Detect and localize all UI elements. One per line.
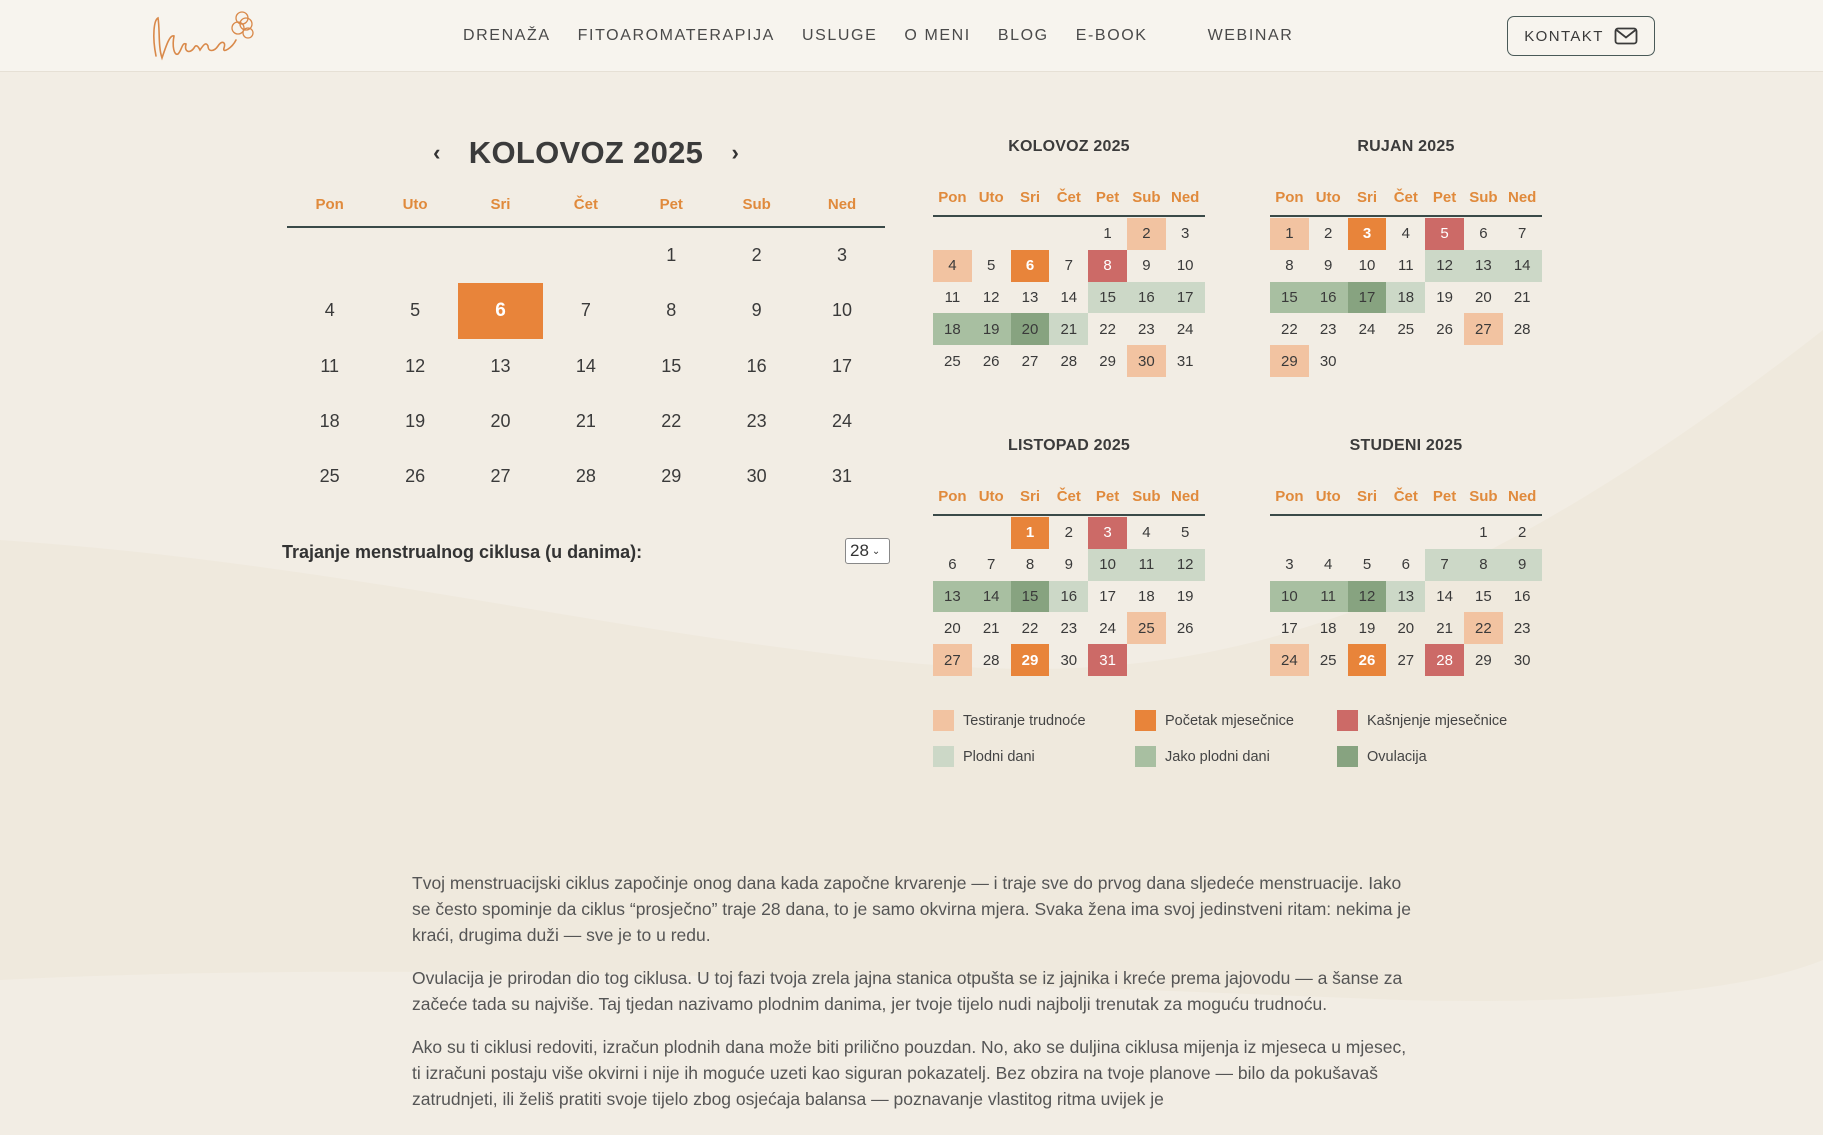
- day-late: 31: [1088, 644, 1127, 676]
- calendar-day: 11: [944, 288, 961, 306]
- empty-cell: [933, 218, 972, 250]
- day-fert: 14: [1503, 250, 1542, 282]
- day-fert: 17: [1166, 282, 1205, 314]
- calendar-day: 1: [1479, 524, 1488, 542]
- weekday-label: Čet: [573, 196, 598, 213]
- calendar-day[interactable]: 22: [661, 411, 682, 432]
- nav-e-book[interactable]: E-BOOK: [1075, 27, 1148, 44]
- day-late: 8: [1088, 250, 1127, 282]
- calendar-day[interactable]: 5: [410, 300, 421, 321]
- calendar-day: 28: [1060, 352, 1078, 370]
- cycle-length-label: Trajanje menstrualnog ciklusa (u danima):: [282, 541, 643, 562]
- nav-blog[interactable]: BLOG: [997, 27, 1049, 44]
- main-calendar-title: KOLOVOZ 2025: [468, 135, 704, 170]
- calendar-day[interactable]: 7: [580, 300, 591, 321]
- calendar-day: 29: [1099, 352, 1116, 370]
- calendar-day: 6: [948, 556, 957, 574]
- calendar-day: 7: [1064, 257, 1073, 275]
- day-high: 18: [933, 313, 972, 345]
- calendar-day[interactable]: 25: [319, 466, 340, 487]
- day-fert: 13: [1386, 581, 1425, 613]
- weekday-label: Pet: [1095, 189, 1120, 206]
- calendar-day: 30: [1060, 651, 1078, 669]
- weekday-label: Pet: [1095, 488, 1120, 505]
- calendar-day[interactable]: 30: [746, 466, 767, 487]
- empty-cell: [1011, 218, 1050, 250]
- legend-swatch: [1135, 746, 1156, 767]
- calendar-day: 4: [1324, 556, 1333, 574]
- empty-cell: [1425, 517, 1464, 549]
- day-test: 24: [1270, 644, 1309, 676]
- day-fert: 13: [1464, 250, 1503, 282]
- calendar-day: 4: [1142, 524, 1151, 542]
- weekday-label: Ned: [827, 196, 857, 213]
- day-ovul: 15: [1011, 581, 1050, 613]
- calendar-day: 9: [1324, 257, 1333, 275]
- weekday-label: Uto: [1315, 488, 1341, 505]
- weekday-label: Sri: [1019, 488, 1040, 505]
- calendar-day: 5: [1362, 556, 1372, 574]
- calendar-day: 22: [1021, 619, 1039, 637]
- calendar-day: 11: [1398, 257, 1414, 275]
- contact-button-label: KONTAKT: [1524, 27, 1604, 45]
- calendar-day: 7: [1518, 225, 1527, 243]
- day-test: 1: [1270, 218, 1309, 250]
- calendar-day: 20: [1397, 619, 1415, 637]
- legend-swatch: [1135, 710, 1156, 731]
- calendar-day: 5: [1181, 524, 1190, 542]
- calendar-day: 6: [1479, 225, 1488, 243]
- calendar-day: 19: [1358, 619, 1376, 637]
- legend-label: Početak mjesečnice: [1165, 712, 1294, 729]
- day-high: 13: [933, 581, 972, 613]
- day-test: 27: [933, 644, 972, 676]
- calendar-day: 21: [1436, 619, 1453, 637]
- legend-item-late: [1337, 710, 1537, 731]
- calendar-day: 26: [1436, 320, 1453, 338]
- weekday-label: Uto: [978, 189, 1004, 206]
- weekday-label: Sri: [490, 196, 511, 213]
- day-late: 3: [1088, 517, 1127, 549]
- weekday-label: Sub: [1132, 189, 1161, 206]
- calendar-day: 20: [944, 619, 961, 637]
- calendar-day: 24: [1176, 320, 1194, 338]
- mini-calendar-rujan: [1270, 138, 1542, 377]
- mini-calendar-listopad: [933, 437, 1205, 676]
- legend-label: Testiranje trudnoće: [963, 712, 1086, 729]
- day-test: 2: [1127, 218, 1166, 250]
- calendar-day: 25: [1319, 651, 1337, 669]
- calendar-day: 2: [1518, 524, 1527, 542]
- prev-month-icon[interactable]: ‹: [433, 140, 441, 165]
- mini-weekday-row: [1270, 189, 1542, 217]
- calendar-day: 5: [987, 257, 996, 275]
- calendar-day: 26: [1176, 619, 1194, 637]
- cycle-length-select[interactable]: [845, 538, 890, 564]
- calendar-day: 3: [1181, 225, 1190, 243]
- weekday-label: Čet: [1056, 189, 1081, 206]
- day-fert: 18: [1386, 282, 1425, 314]
- weekday-label: Ned: [1171, 189, 1200, 206]
- day-fert: 11: [1127, 549, 1166, 581]
- day-fert: 15: [1088, 282, 1127, 314]
- day-late: 28: [1425, 644, 1464, 676]
- day-fert: 21: [1049, 313, 1088, 345]
- calendar-day: 23: [1060, 619, 1078, 637]
- calendar-day: 22: [1281, 320, 1298, 338]
- calendar-day: 9: [1142, 257, 1151, 275]
- chevron-down-icon: ⌄: [871, 545, 881, 557]
- weekday-label: Sub: [1132, 488, 1161, 505]
- calendar-day: 16: [1513, 587, 1531, 605]
- calendar-day[interactable]: 21: [575, 411, 596, 432]
- calendar-day: 14: [1060, 288, 1078, 306]
- day-high: 16: [1309, 282, 1348, 314]
- logo[interactable]: [148, 6, 254, 66]
- day-test: 27: [1464, 313, 1503, 345]
- empty-cell: [972, 218, 1011, 250]
- mail-icon: [1614, 27, 1638, 45]
- calendar-day[interactable]: 12: [405, 355, 426, 376]
- calendar-day: 21: [1513, 288, 1531, 306]
- day-start: 3: [1348, 218, 1387, 250]
- main-calendar-header: [287, 130, 885, 176]
- calendar-day: 30: [1319, 352, 1337, 370]
- legend-label: Jako plodni dani: [1165, 748, 1270, 765]
- calendar-day: 9: [1064, 556, 1073, 574]
- day-high: 11: [1309, 581, 1348, 613]
- article-paragraph: Ako su ti ciklusi redoviti, izračun plodnih dana može biti prilično pouzdan. No, ako se duljina ciklusa mijenja iz mjeseca u mjesec, ti izračuni postaju više okvirni i nije ih moguće uzeti kao siguran pokazatelj. Bez obzira na tvoje planove — bilo da pokušavaš zatrudnjeti, ili želiš pratiti svoje tijelo zbog osjećaja balansa — poznavanje vlastitog ritma uvijek je: [412, 1037, 1407, 1109]
- day-fert: 8: [1464, 549, 1503, 581]
- weekday-label: Sub: [742, 196, 771, 213]
- article-paragraph: Ovulacija je prirodan dio tog ciklusa. U toj fazi tvoja zrela jajna stanica otpušta se iz jajnika i kreće prema jajovodu — a šanse za začeće tada su najviše. Taj tjedan nazivamo plodnim danima, jer tvoje tijelo nudi najbolji trenutak za moguću trudnoću.: [412, 968, 1403, 1014]
- weekday-label: Sri: [1019, 189, 1040, 206]
- legend-item-test: [933, 710, 1135, 731]
- weekday-label: Ned: [1508, 488, 1537, 505]
- nav-drenaza[interactable]: DRENAŽA: [463, 27, 551, 44]
- calendar-day: 15: [1475, 587, 1492, 605]
- calendar-day: 13: [1021, 288, 1039, 306]
- day-ovul: 12: [1348, 581, 1387, 613]
- calendar-day: 18: [1319, 619, 1337, 637]
- article-text: [412, 870, 1412, 1129]
- calendar-day[interactable]: 9: [751, 300, 762, 321]
- calendar-day[interactable]: 26: [405, 466, 426, 487]
- calendar-day[interactable]: 1: [666, 245, 677, 266]
- calendar-day: 20: [1475, 288, 1492, 306]
- calendar-legend: [933, 710, 1553, 767]
- legend-swatch: [1337, 746, 1358, 767]
- calendar-day: 23: [1138, 320, 1155, 338]
- calendar-day[interactable]: 3: [837, 245, 848, 266]
- weekday-label: Čet: [1056, 488, 1081, 505]
- contact-button[interactable]: [1507, 16, 1655, 56]
- mini-calendar-grid: [933, 517, 1205, 676]
- day-fert: 10: [1088, 549, 1127, 581]
- empty-cell: [1270, 517, 1309, 549]
- mini-calendar-grid: [933, 218, 1205, 377]
- calendar-day[interactable]: 10: [832, 300, 853, 321]
- calendar-day: 6: [1401, 556, 1410, 574]
- weekday-label: Sri: [1356, 488, 1377, 505]
- day-start: 6: [1011, 250, 1050, 282]
- empty-cell: [1348, 517, 1387, 549]
- calendar-day[interactable]: 4: [324, 300, 335, 321]
- selected-day[interactable]: 6: [458, 283, 543, 338]
- empty-cell: [458, 228, 543, 283]
- main-nav: [463, 0, 1320, 72]
- empty-cell: [372, 228, 457, 283]
- legend-item-high: [1135, 746, 1337, 767]
- calendar-day[interactable]: 15: [661, 355, 682, 376]
- calendar-day[interactable]: 17: [832, 355, 853, 376]
- day-test: 4: [933, 250, 972, 282]
- weekday-label: Uto: [1315, 189, 1341, 206]
- weekday-label: Pon: [938, 488, 967, 505]
- mini-calendar-title: RUJAN 2025: [1357, 138, 1455, 155]
- legend-item-ovul: [1337, 746, 1537, 767]
- calendar-day: 17: [1281, 619, 1298, 637]
- weekday-label: Pet: [1432, 488, 1457, 505]
- legend-swatch: [933, 710, 954, 731]
- calendar-day[interactable]: 2: [751, 245, 762, 266]
- empty-cell: [972, 517, 1011, 549]
- weekday-label: Sub: [1469, 189, 1498, 206]
- calendar-day: 19: [1176, 587, 1194, 605]
- empty-cell: [543, 228, 628, 283]
- day-test: 22: [1464, 612, 1503, 644]
- calendar-day: 29: [1475, 651, 1492, 669]
- calendar-day[interactable]: 28: [575, 466, 596, 487]
- day-fert: 12: [1166, 549, 1205, 581]
- calendar-day: 28: [1513, 320, 1531, 338]
- legend-label: Kašnjenje mjesečnice: [1367, 712, 1508, 729]
- mini-weekday-row: [933, 488, 1205, 516]
- legend-item-fert: [933, 746, 1135, 767]
- weekday-label: Ned: [1171, 488, 1200, 505]
- nav-o-meni[interactable]: O MENI: [904, 27, 971, 44]
- empty-cell: [1049, 218, 1088, 250]
- day-high: 15: [1270, 282, 1309, 314]
- day-high: 10: [1270, 581, 1309, 613]
- main-calendar: [287, 130, 885, 504]
- calendar-day: 25: [1397, 320, 1415, 338]
- weekday-label: Ned: [1508, 189, 1537, 206]
- day-fert: 16: [1049, 581, 1088, 613]
- next-month-icon[interactable]: ›: [731, 140, 739, 165]
- calendar-day: 27: [1397, 651, 1415, 669]
- calendar-day[interactable]: 31: [832, 466, 853, 487]
- day-ovul: 20: [1011, 313, 1050, 345]
- calendar-day[interactable]: 29: [661, 466, 682, 487]
- day-start: 29: [1011, 644, 1050, 676]
- calendar-day: 10: [1358, 257, 1376, 275]
- calendar-day[interactable]: 27: [490, 466, 511, 487]
- weekday-label: Pon: [938, 189, 967, 206]
- empty-cell: [1309, 517, 1348, 549]
- calendar-day: 23: [1319, 320, 1337, 338]
- calendar-day: 26: [982, 352, 1000, 370]
- calendar-day: 8: [1285, 257, 1294, 275]
- day-start: 26: [1348, 644, 1387, 676]
- weekday-label: Pon: [1275, 189, 1304, 206]
- calendar-day[interactable]: 8: [666, 300, 677, 321]
- mini-calendar-title: STUDENI 2025: [1349, 437, 1463, 454]
- day-start: 1: [1011, 517, 1050, 549]
- day-fert: 16: [1127, 282, 1166, 314]
- calendar-day: 8: [1025, 556, 1035, 574]
- calendar-day: 31: [1176, 352, 1194, 370]
- cycle-length-value: 28: [850, 541, 869, 560]
- calendar-day: 1: [1103, 225, 1112, 243]
- legend-swatch: [1337, 710, 1358, 731]
- weekday-label: Čet: [1393, 189, 1418, 206]
- weekday-label: Uto: [978, 488, 1004, 505]
- cycle-length-row: [282, 538, 890, 566]
- calendar-day: 4: [1401, 225, 1410, 243]
- weekday-label: Sub: [1469, 488, 1498, 505]
- empty-cell: [1386, 517, 1425, 549]
- calendar-day: 2: [1324, 225, 1333, 243]
- site-header: [0, 0, 1823, 72]
- weekday-label: Sri: [1356, 189, 1377, 206]
- day-fert: 9: [1503, 549, 1542, 581]
- calendar-day[interactable]: 19: [405, 411, 426, 432]
- day-late: 5: [1425, 218, 1464, 250]
- mini-calendar-grid: [1270, 218, 1542, 377]
- calendar-day[interactable]: 11: [320, 355, 340, 376]
- weekday-label: Čet: [1393, 488, 1418, 505]
- main-weekday-row: [287, 196, 885, 228]
- calendar-day: 25: [944, 352, 961, 370]
- calendar-day[interactable]: 20: [490, 411, 511, 432]
- day-test: 25: [1127, 612, 1166, 644]
- weekday-label: Pet: [659, 196, 683, 213]
- calendar-day: 23: [1513, 619, 1531, 637]
- mini-weekday-row: [1270, 488, 1542, 516]
- calendar-day: 22: [1099, 320, 1116, 338]
- day-fert: 7: [1425, 549, 1464, 581]
- legend-label: Ovulacija: [1367, 748, 1427, 765]
- mini-calendar-studeni: [1270, 437, 1542, 676]
- calendar-day[interactable]: 13: [490, 355, 511, 376]
- legend-swatch: [933, 746, 954, 767]
- calendar-day: 24: [1099, 619, 1116, 637]
- empty-cell: [933, 517, 972, 549]
- day-ovul: 17: [1348, 282, 1387, 314]
- day-test: 29: [1270, 345, 1309, 377]
- nav-usluge[interactable]: USLUGE: [801, 27, 878, 44]
- empty-cell: [287, 228, 372, 283]
- calendar-day: 3: [1285, 556, 1294, 574]
- nav-fitoaromaterapija[interactable]: FITOAROMATERAPIJA: [577, 27, 775, 44]
- calendar-day: 24: [1358, 320, 1376, 338]
- calendar-day: 30: [1513, 651, 1531, 669]
- calendar-day[interactable]: 16: [746, 355, 767, 376]
- day-high: 19: [972, 313, 1011, 345]
- calendar-day[interactable]: 23: [746, 411, 767, 432]
- calendar-day: 2: [1064, 524, 1073, 542]
- weekday-label: Pon: [315, 196, 344, 213]
- calendar-day: 10: [1176, 257, 1194, 275]
- calendar-day: 18: [1138, 587, 1155, 605]
- calendar-day: 28: [982, 651, 1000, 669]
- calendar-day: 19: [1436, 288, 1453, 306]
- mini-calendar-title: LISTOPAD 2025: [1007, 437, 1131, 454]
- mini-calendar-grid: [1270, 517, 1542, 676]
- calendar-day: 12: [982, 288, 1000, 306]
- calendar-day[interactable]: 14: [575, 355, 596, 376]
- day-test: 30: [1127, 345, 1166, 377]
- article-paragraph: Tvoj menstruacijski ciklus započinje onog dana kada započne krvarenje — i traje sve do prvog dana sljedeće menstruacije. Iako se često spominje da ciklus “prosječno” traje 28 dana, to je samo okvirna mjera. Svaka žena ima svoj jedinstveni ritam: nekima je kraći, drugima duži — sve je to u redu.: [412, 873, 1411, 945]
- mini-weekday-row: [933, 189, 1205, 217]
- mini-calendar-title: KOLOVOZ 2025: [1008, 138, 1130, 155]
- day-high: 14: [972, 581, 1011, 613]
- calendar-day: 27: [1021, 352, 1039, 370]
- nav-webinar[interactable]: WEBINAR: [1207, 27, 1294, 44]
- weekday-label: Pon: [1275, 488, 1304, 505]
- calendar-day[interactable]: 24: [832, 411, 853, 432]
- mini-calendar-kolovoz: [933, 138, 1205, 377]
- weekday-label: Uto: [402, 196, 428, 213]
- calendar-day: 7: [987, 556, 996, 574]
- calendar-day[interactable]: 18: [319, 411, 340, 432]
- calendar-day: 14: [1436, 587, 1453, 605]
- calendar-day: 21: [982, 619, 1000, 637]
- legend-label: Plodni dani: [963, 748, 1035, 765]
- weekday-label: Pet: [1432, 189, 1457, 206]
- calendar-day: 17: [1099, 587, 1116, 605]
- main-calendar-grid: [287, 228, 885, 504]
- day-fert: 12: [1425, 250, 1464, 282]
- legend-item-start: [1135, 710, 1337, 731]
